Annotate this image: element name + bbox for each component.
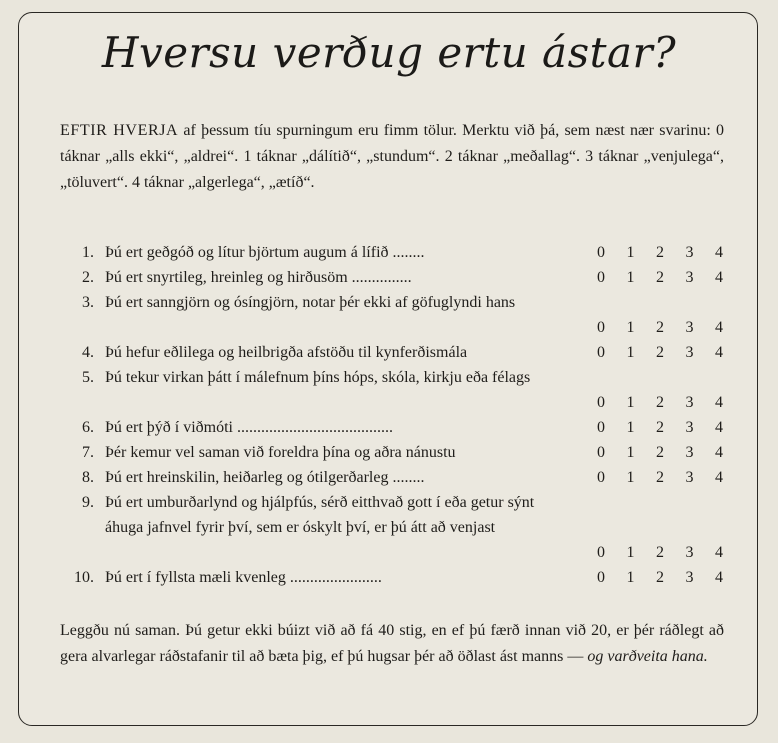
rating-option[interactable]: 0 — [597, 344, 605, 361]
question-item — [60, 565, 724, 590]
rating-option[interactable]: 4 — [715, 444, 723, 461]
rating-scale — [596, 465, 724, 490]
rating-option[interactable]: 1 — [626, 244, 635, 261]
rating-option[interactable]: 3 — [685, 569, 694, 586]
question-text: Þú ert umburðarlynd og hjálpfús, sérð eitthvað gott í eða getur sýnt — [105, 494, 535, 511]
rating-scale — [596, 540, 724, 565]
rating-scale — [596, 565, 724, 590]
question-text: Þú ert þýð í viðmóti ....................................... — [105, 419, 393, 436]
outro-emphasis: og varðveita hana. — [587, 648, 708, 665]
question-text: Þú ert hreinskilin, heiðarleg og ótilgerðarleg ........ — [105, 469, 425, 486]
question-number: 7. — [82, 444, 94, 461]
rating-option[interactable]: 1 — [626, 344, 635, 361]
rating-option[interactable]: 0 — [597, 419, 605, 436]
rating-option[interactable]: 0 — [597, 244, 605, 261]
rating-option[interactable]: 3 — [685, 319, 694, 336]
intro-paragraph — [60, 118, 724, 196]
rating-option[interactable]: 3 — [685, 419, 694, 436]
question-item — [60, 415, 724, 440]
question-item — [60, 240, 724, 265]
question-text: Þér kemur vel saman við foreldra þína og aðra nánustu — [105, 444, 456, 461]
rating-option[interactable]: 2 — [656, 469, 664, 486]
question-number: 6. — [82, 419, 94, 436]
rating-option[interactable]: 2 — [656, 444, 664, 461]
question-text: áhuga jafnvel fyrir því, sem er óskylt því, er þú átt að venjast — [105, 519, 496, 536]
question-number: 5. — [82, 369, 94, 386]
question-item — [60, 490, 724, 565]
outro-paragraph — [60, 618, 724, 670]
rating-option[interactable]: 4 — [715, 394, 723, 411]
rating-option[interactable]: 3 — [685, 394, 694, 411]
rating-option[interactable]: 3 — [685, 544, 694, 561]
question-text: Þú ert sanngjörn og ósíngjörn, notar þér ekki af göfuglyndi hans — [105, 294, 516, 311]
rating-option[interactable]: 4 — [715, 244, 723, 261]
rating-option[interactable]: 1 — [626, 394, 635, 411]
rating-option[interactable]: 3 — [685, 269, 694, 286]
question-item — [60, 365, 724, 415]
rating-option[interactable]: 0 — [597, 319, 605, 336]
rating-option[interactable]: 2 — [656, 344, 664, 361]
rating-scale — [596, 390, 724, 415]
question-item — [60, 340, 724, 365]
question-text: Þú tekur virkan þátt í málefnum þíns hóps, skóla, kirkju eða félags — [105, 369, 531, 386]
rating-option[interactable]: 0 — [597, 469, 605, 486]
rating-option[interactable]: 4 — [715, 569, 723, 586]
question-number: 2. — [82, 269, 94, 286]
rating-option[interactable]: 2 — [656, 419, 664, 436]
rating-option[interactable]: 1 — [626, 569, 635, 586]
rating-option[interactable]: 0 — [597, 569, 605, 586]
question-text: Þú ert snyrtileg, hreinleg og hirðusöm ............... — [105, 269, 412, 286]
rating-scale — [596, 415, 724, 440]
intro-lead: EFTIR HVERJA — [60, 122, 179, 139]
outro-text: Leggðu nú saman. Þú getur ekki búizt við að fá 40 stig, en ef þú færð innan við 20, er þér ráðlegt að gera alvarlegar ráðstafanir til að bæta þig, ef þú hugsar þér að öðlast ást manns — — [60, 622, 724, 665]
question-number: 10. — [74, 569, 94, 586]
rating-option[interactable]: 2 — [656, 569, 664, 586]
rating-option[interactable]: 4 — [715, 419, 723, 436]
rating-option[interactable]: 0 — [597, 544, 605, 561]
rating-option[interactable]: 0 — [597, 269, 605, 286]
rating-option[interactable]: 0 — [597, 394, 605, 411]
question-number: 8. — [82, 469, 94, 486]
question-number: 9. — [82, 494, 94, 511]
rating-option[interactable]: 2 — [656, 544, 664, 561]
question-text: Þú ert í fyllsta mæli kvenleg ....................... — [105, 569, 382, 586]
question-text: Þú hefur eðlilega og heilbrigða afstöðu til kynferðismála — [105, 344, 468, 361]
question-list — [60, 240, 724, 590]
rating-option[interactable]: 1 — [626, 269, 635, 286]
rating-option[interactable]: 3 — [685, 444, 694, 461]
question-item — [60, 465, 724, 490]
article-title: Hversu verðug ertu ástar? — [101, 28, 677, 77]
rating-option[interactable]: 0 — [597, 444, 605, 461]
rating-scale — [596, 240, 724, 265]
rating-option[interactable]: 2 — [656, 269, 664, 286]
question-text: Þú ert geðgóð og lítur björtum augum á lífið ........ — [105, 244, 425, 261]
intro-text: af þessum tíu spurningum eru fimm tölur. Merktu við þá, sem næst nær svarinu: 0 táknar „alls ekki“, „aldrei“. 1 táknar „dálítið“, „stundum“. 2 táknar „meðallag“. 3 táknar „venjulega“, „töluvert“. 4 táknar „algerlega“, „ætíð“. — [60, 122, 724, 191]
rating-scale — [596, 265, 724, 290]
rating-option[interactable]: 1 — [626, 469, 635, 486]
rating-option[interactable]: 1 — [626, 444, 635, 461]
question-number: 1. — [82, 244, 94, 261]
rating-option[interactable]: 2 — [656, 244, 664, 261]
question-item — [60, 440, 724, 465]
rating-option[interactable]: 1 — [626, 319, 635, 336]
rating-option[interactable]: 4 — [715, 544, 723, 561]
rating-option[interactable]: 3 — [685, 344, 694, 361]
rating-option[interactable]: 4 — [715, 344, 723, 361]
rating-option[interactable]: 2 — [656, 394, 664, 411]
rating-scale — [596, 440, 724, 465]
question-item — [60, 290, 724, 340]
rating-option[interactable]: 2 — [656, 319, 664, 336]
question-item — [60, 265, 724, 290]
rating-option[interactable]: 3 — [685, 244, 694, 261]
rating-scale — [596, 340, 724, 365]
rating-option[interactable]: 4 — [715, 469, 723, 486]
rating-option[interactable]: 1 — [626, 544, 635, 561]
rating-scale — [596, 315, 724, 340]
rating-option[interactable]: 4 — [715, 269, 723, 286]
rating-option[interactable]: 4 — [715, 319, 723, 336]
question-number: 3. — [82, 294, 94, 311]
rating-option[interactable]: 1 — [626, 419, 635, 436]
rating-option[interactable]: 3 — [685, 469, 694, 486]
question-number: 4. — [82, 344, 94, 361]
